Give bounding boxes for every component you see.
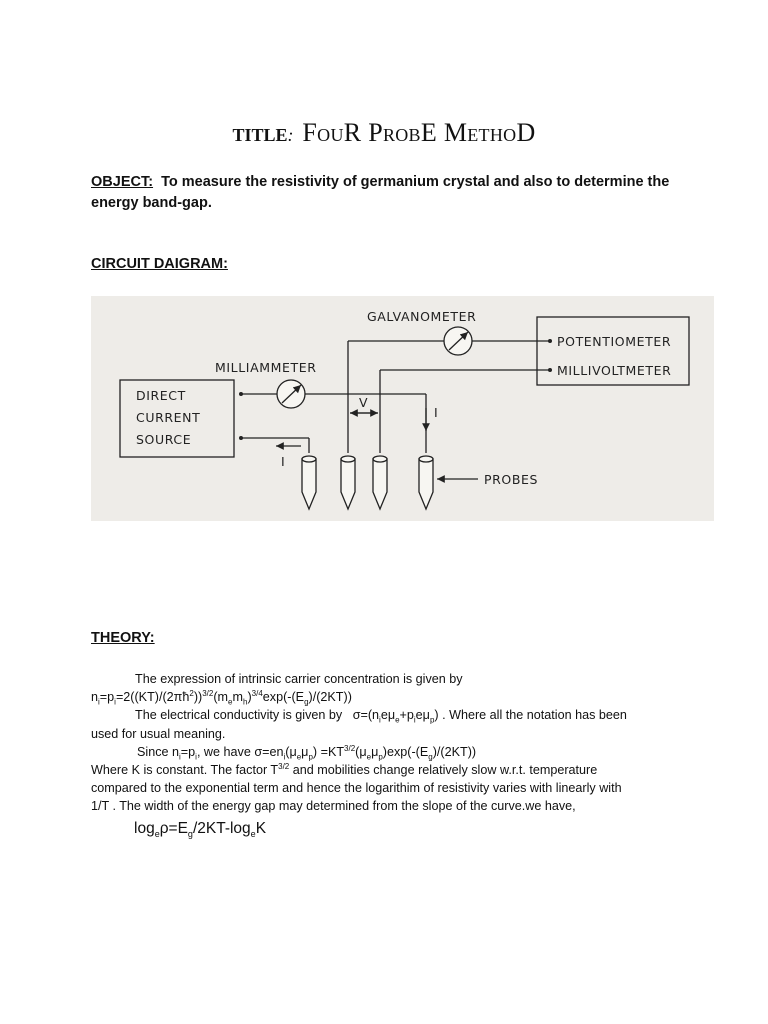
circuit-heading: CIRCUIT DAIGRAM: (91, 256, 228, 272)
object-text: To measure the resistivity of germanium crystal and also to determine the energy band-gap. (91, 174, 670, 211)
label-galvanometer: GALVANOMETER (367, 309, 477, 324)
circuit-diagram (91, 296, 714, 521)
label-current-left: I (281, 454, 286, 469)
theory-line-5: Since $n_i=p_i$, we have $\sigma=en_i(\mu_e\mu_p) =KT^{3/2}(\mu_e\mu_p)\exp(-(E_g)/(2KT))$ (137, 743, 477, 762)
theory-line-6: Where K is constant. The factor $T^{3/2}$ and mobilities change relatively slow w.r.t. temperature (91, 761, 598, 778)
theory-line-8: 1/T . The width of the energy gap may determined from the slope of the curve.we have, (91, 799, 576, 814)
theory-line-6b: and mobilities change relatively slow w.r.t. temperature (292, 763, 598, 778)
theory-heading: THEORY: (91, 630, 155, 646)
label-source-line3: SOURCE (136, 432, 192, 447)
circuit-diagram-svg (91, 296, 714, 521)
title-text: FouR ProbE MethoD (302, 118, 536, 147)
theory-line-3b: . Where all the notation has been (442, 708, 627, 723)
object-label: OBJECT: (91, 174, 154, 190)
label-source-line2: CURRENT (136, 410, 201, 425)
theory-line-1: The expression of intrinsic carrier concentration is given by (135, 672, 463, 686)
theory-line-5a: Since n (137, 744, 180, 759)
theory-equation-carrier: $n_i=p_i=2((KT)/(2\pi ħ^2))^{3/2}(m_em_h)^{3/4}\exp(-(E_g)/(2KT))$ (91, 689, 352, 707)
theory-line-6a: Where K is constant. The factor T (91, 763, 279, 778)
theory-line-3a: The electrical conductivity is given by (135, 708, 343, 723)
page-title (0, 118, 768, 148)
label-probes: PROBES (484, 472, 539, 487)
theory-line-7: compared to the exponential term and hence the logarithim of resistivity varies with linearly with (91, 781, 622, 796)
probes (302, 456, 433, 509)
theory-body (91, 670, 691, 816)
object-paragraph (91, 172, 701, 214)
label-milliammeter: MILLIAMMETER (215, 360, 317, 375)
final-equation: $\log_e\rho=E_g/2KT-\log_eK$ (134, 820, 267, 840)
milliammeter-symbol (277, 380, 305, 408)
label-millivoltmeter: MILLIVOLTMETER (557, 363, 672, 378)
theory-line-3: The electrical conductivity is given by $\sigma=(n_ie\mu_e+p_ie\mu_p)$ . Where all the notation has been (135, 708, 627, 725)
title-label: TITLE (232, 125, 288, 145)
label-potentiometer: POTENTIOMETER (557, 334, 672, 349)
label-current-right: I (434, 405, 439, 420)
theory-line-4: used for usual meaning. (91, 726, 226, 741)
label-source-line1: DIRECT (136, 388, 186, 403)
title-colon: : (287, 125, 294, 145)
label-voltage: V (359, 395, 369, 410)
galvanometer-symbol (444, 327, 472, 355)
